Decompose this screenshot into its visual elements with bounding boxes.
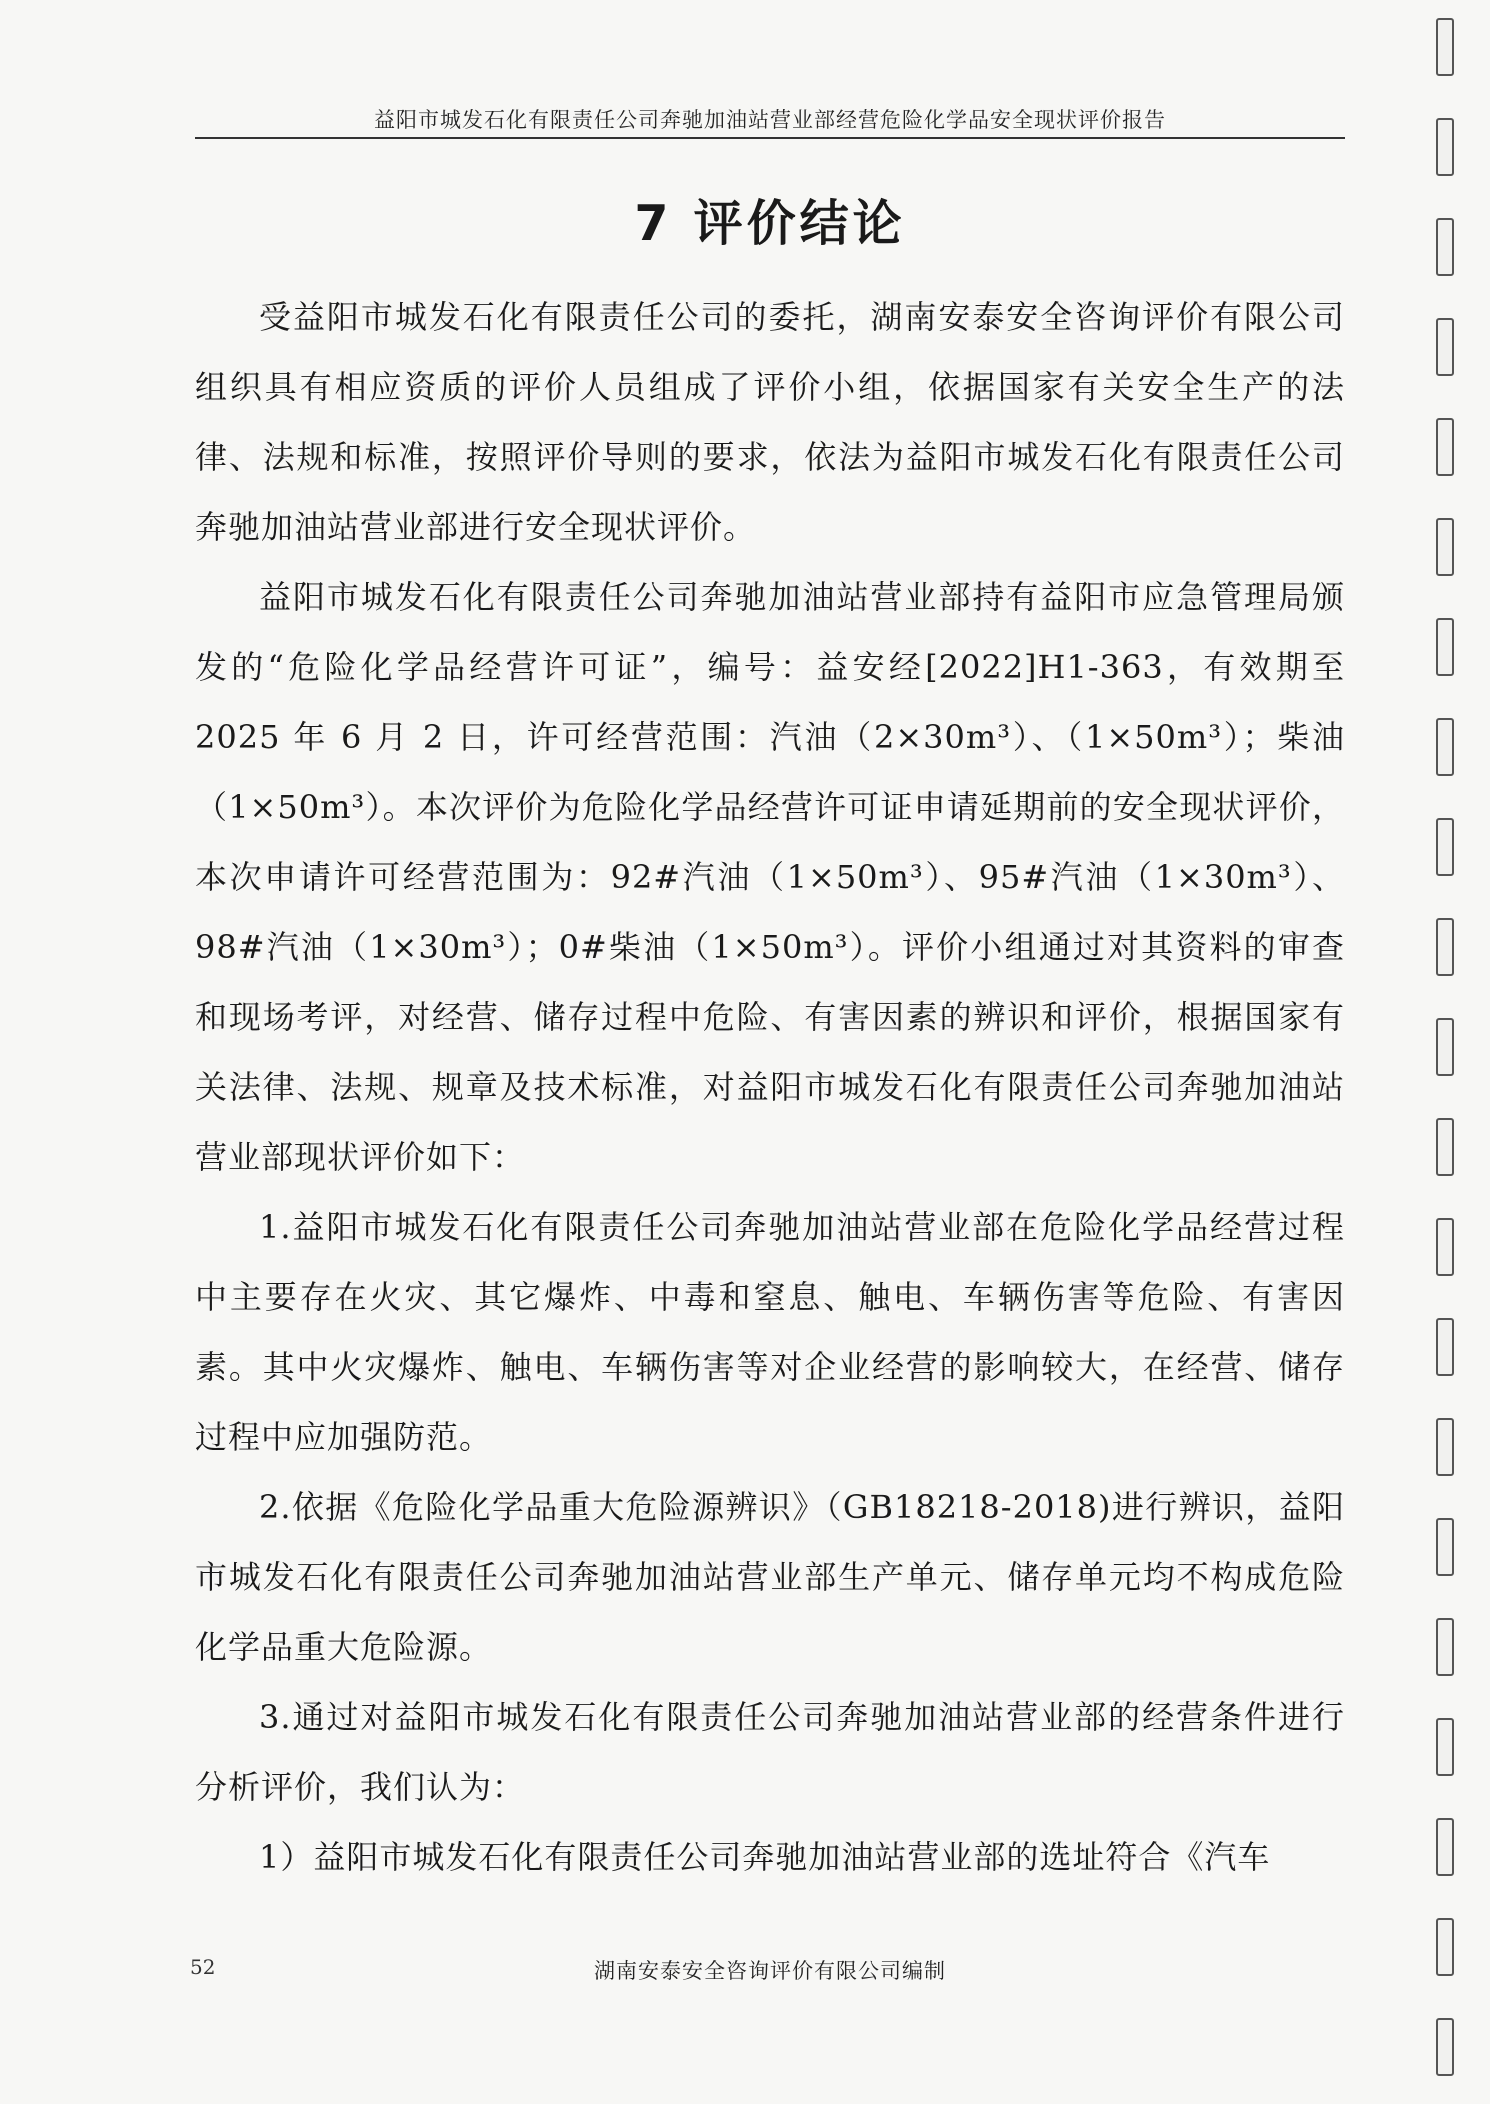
paragraph: 2.依据《危险化学品重大危险源辨识》（GB18218-2018)进行辨识，益阳市城发石化有限责任公司奔驰加油站营业部生产单元、储存单元均不构成危险化学品重大危险源。 — [195, 1488, 1345, 1666]
binding-mark — [1436, 418, 1454, 476]
paragraph: 受益阳市城发石化有限责任公司的委托，湖南安泰安全咨询评价有限公司组织具有相应资质的评价人员组成了评价小组，依据国家有关安全生产的法律、法规和标准，按照评价导则的要求，依法为益阳市城发石化有限责任公司奔驰加油站营业部进行安全现状评价。 — [195, 298, 1345, 546]
binding-mark — [1436, 1818, 1454, 1876]
binding-mark — [1436, 1018, 1454, 1076]
section-title: 7 评价结论 — [634, 195, 906, 252]
binding-mark — [1436, 318, 1454, 376]
binding-mark — [1436, 1418, 1454, 1476]
paragraph: 1.益阳市城发石化有限责任公司奔驰加油站营业部在危险化学品经营过程中主要存在火灾、其它爆炸、中毒和窒息、触电、车辆伤害等危险、有害因素。其中火灾爆炸、触电、车辆伤害等对企业经营的影响较大，在经营、储存过程中应加强防范。 — [195, 1208, 1345, 1456]
binding-mark — [1436, 18, 1454, 76]
binding-mark — [1436, 818, 1454, 876]
binding-mark — [1436, 1518, 1454, 1576]
binding-mark — [1436, 1718, 1454, 1776]
binding-mark — [1436, 1318, 1454, 1376]
binding-mark — [1436, 2018, 1454, 2076]
binding-mark — [1436, 918, 1454, 976]
paragraph: 益阳市城发石化有限责任公司奔驰加油站营业部持有益阳市应急管理局颁发的“危险化学品经营许可证”，编号：益安经[2022]H1-363，有效期至 2025 年 6 月 2 日，许可经营范围：汽油（2×30m³）、（1×50m³）；柴油（1×50m³）。本次评价为危险化学品经营许可证申请延期前的安全现状评价，本次申请许可经营范围为：92#汽油（1×50m³）、95#汽油（1×30m³）、98#汽油（1×30m³）；0#柴油（1×50m³）。评价小组通过对其资料的审查和现场考评，对经营、储存过程中危险、有害因素的辨识和评价，根据国家有关法律、法规、规章及技术标准，对益阳市城发石化有限责任公司奔驰加油站营业部现状评价如下： — [195, 578, 1345, 1176]
binding-mark — [1436, 218, 1454, 276]
binding-mark — [1436, 618, 1454, 676]
binding-mark — [1436, 518, 1454, 576]
paragraph: 1）益阳市城发石化有限责任公司奔驰加油站营业部的选址符合《汽车 — [259, 1838, 1271, 1876]
binding-mark — [1436, 1618, 1454, 1676]
paragraph: 3.通过对益阳市城发石化有限责任公司奔驰加油站营业部的经营条件进行分析评价，我们认为： — [195, 1698, 1345, 1806]
page-number: 52 — [190, 1955, 216, 1979]
running-header: 益阳市城发石化有限责任公司奔驰加油站营业部经营危险化学品安全现状评价报告 — [374, 108, 1166, 132]
header-rule — [195, 137, 1345, 139]
binding-mark — [1436, 118, 1454, 176]
binding-mark — [1436, 1218, 1454, 1276]
footer-organization: 湖南安泰安全咨询评价有限公司编制 — [594, 1959, 946, 1983]
binding-edge-marks — [1430, 0, 1460, 2104]
binding-mark — [1436, 718, 1454, 776]
binding-mark — [1436, 1118, 1454, 1176]
body-text — [195, 282, 1345, 1892]
binding-mark — [1436, 1918, 1454, 1976]
